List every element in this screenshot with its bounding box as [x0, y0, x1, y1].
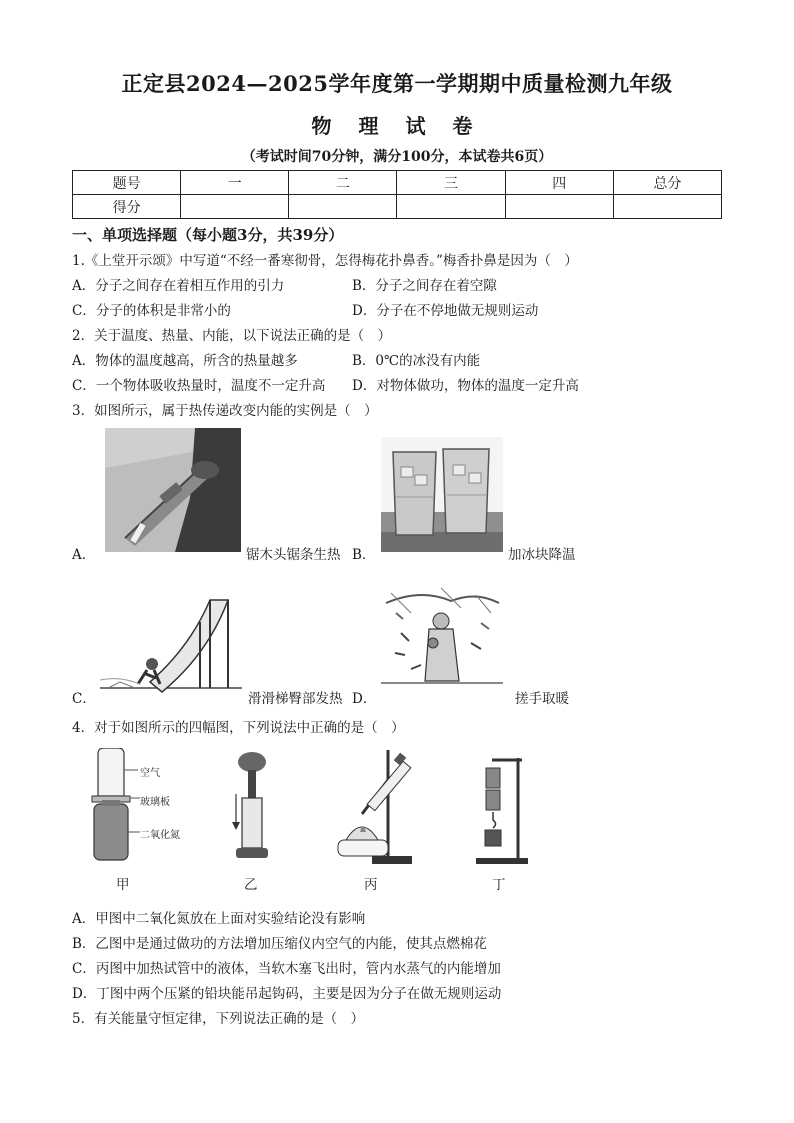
- score-table-header-row: [73, 171, 722, 195]
- section-heading: 一、单项选择题（每小题3分，共39分）: [72, 226, 344, 244]
- rubbing-hands-image: [381, 583, 503, 695]
- q4-option-a[interactable]: A．甲图中二氧化氮放在上面对实验结论没有影响: [72, 911, 366, 927]
- q5-stem: 5．有关能量守恒定律，下列说法正确的是（ ）: [72, 1011, 365, 1027]
- figure-caption-ding: 丁: [492, 877, 506, 893]
- q3-option-b-label[interactable]: B．: [352, 547, 376, 563]
- q2-option-b[interactable]: B．0℃的冰没有内能: [352, 353, 481, 369]
- sawing-wood-image: [105, 428, 241, 552]
- q3-option-c-caption: 滑滑梯臀部发热: [248, 691, 343, 707]
- table-cell: 四: [505, 171, 613, 195]
- ice-cube-glasses-image: [381, 437, 503, 552]
- table-cell: 三: [397, 171, 505, 195]
- air-compression-figure: [228, 750, 278, 868]
- q4-option-c[interactable]: C．丙图中加热试管中的液体，当软木塞飞出时，管内水蒸气的内能增加: [72, 961, 501, 977]
- q1-option-d[interactable]: D．分子在不停地做无规则运动: [352, 303, 539, 319]
- q4-stem: 4．对于如图所示的四幅图，下列说法中正确的是（ ）: [72, 720, 405, 736]
- q3-option-c-label[interactable]: C．: [72, 691, 96, 707]
- figure-caption-yi: 乙: [244, 877, 258, 893]
- q2-stem: 2．关于温度、热量、内能，以下说法正确的是（ ）: [72, 328, 392, 344]
- q3-option-a-caption: 锯木头锯条生热: [246, 547, 341, 563]
- nitrogen-dioxide-label: 二氧化氮: [140, 830, 180, 841]
- table-cell: 总分: [613, 171, 721, 195]
- test-tube-heating-figure: [332, 744, 412, 868]
- lead-blocks-figure: [472, 754, 532, 868]
- air-label: 空气: [140, 768, 160, 779]
- score-cell[interactable]: [613, 195, 721, 219]
- table-cell: 二: [289, 171, 397, 195]
- q3-option-d-label[interactable]: D．: [352, 691, 377, 707]
- score-cell[interactable]: [505, 195, 613, 219]
- figure-caption-jia: 甲: [116, 877, 130, 893]
- q1-option-b[interactable]: B．分子之间存在着空隙: [352, 278, 497, 294]
- q1-option-a[interactable]: A．分子之间存在着相互作用的引力: [72, 278, 285, 294]
- score-cell[interactable]: [181, 195, 289, 219]
- q1-stem: 1.《上堂开示颂》中写道“不经一番寒彻骨，怎得梅花扑鼻香。”梅香扑鼻是因为（ ）: [72, 253, 578, 269]
- q3-option-b-caption: 加冰块降温: [508, 547, 576, 563]
- table-cell: 得分: [73, 195, 181, 219]
- slide-image: [100, 592, 242, 696]
- exam-title: 正定县2024—2025学年度第一学期期中质量检测九年级: [121, 71, 673, 96]
- table-cell: 一: [181, 171, 289, 195]
- q2-option-c[interactable]: C．一个物体吸收热量时，温度不一定升高: [72, 378, 326, 394]
- glass-plate-label: 玻璃板: [140, 797, 170, 808]
- figure-caption-bing: 丙: [364, 877, 378, 893]
- q3-stem: 3．如图所示，属于热传递改变内能的实例是（ ）: [72, 403, 378, 419]
- q3-option-a-label[interactable]: A．: [72, 547, 96, 563]
- exam-note: （考试时间70分钟，满分100分，本试卷共6页）: [241, 149, 553, 165]
- q4-option-b[interactable]: B．乙图中是通过做功的方法增加压缩仪内空气的内能，使其点燃棉花: [72, 936, 487, 952]
- gas-diffusion-figure: [88, 748, 188, 866]
- q3-option-d-caption: 搓手取暖: [515, 691, 569, 707]
- q1-option-c[interactable]: C．分子的体积是非常小的: [72, 303, 231, 319]
- score-cell[interactable]: [289, 195, 397, 219]
- q2-option-a[interactable]: A．物体的温度越高，所含的热量越多: [72, 353, 298, 369]
- exam-subtitle: 物 理 试 卷: [311, 114, 483, 138]
- table-cell: 题号: [73, 171, 181, 195]
- q2-option-d[interactable]: D．对物体做功，物体的温度一定升高: [352, 378, 579, 394]
- score-table: [72, 170, 722, 219]
- score-table-score-row: [73, 195, 722, 219]
- q4-option-d[interactable]: D．丁图中两个压紧的铅块能吊起钩码，主要是因为分子在做无规则运动: [72, 986, 502, 1002]
- score-cell[interactable]: [397, 195, 505, 219]
